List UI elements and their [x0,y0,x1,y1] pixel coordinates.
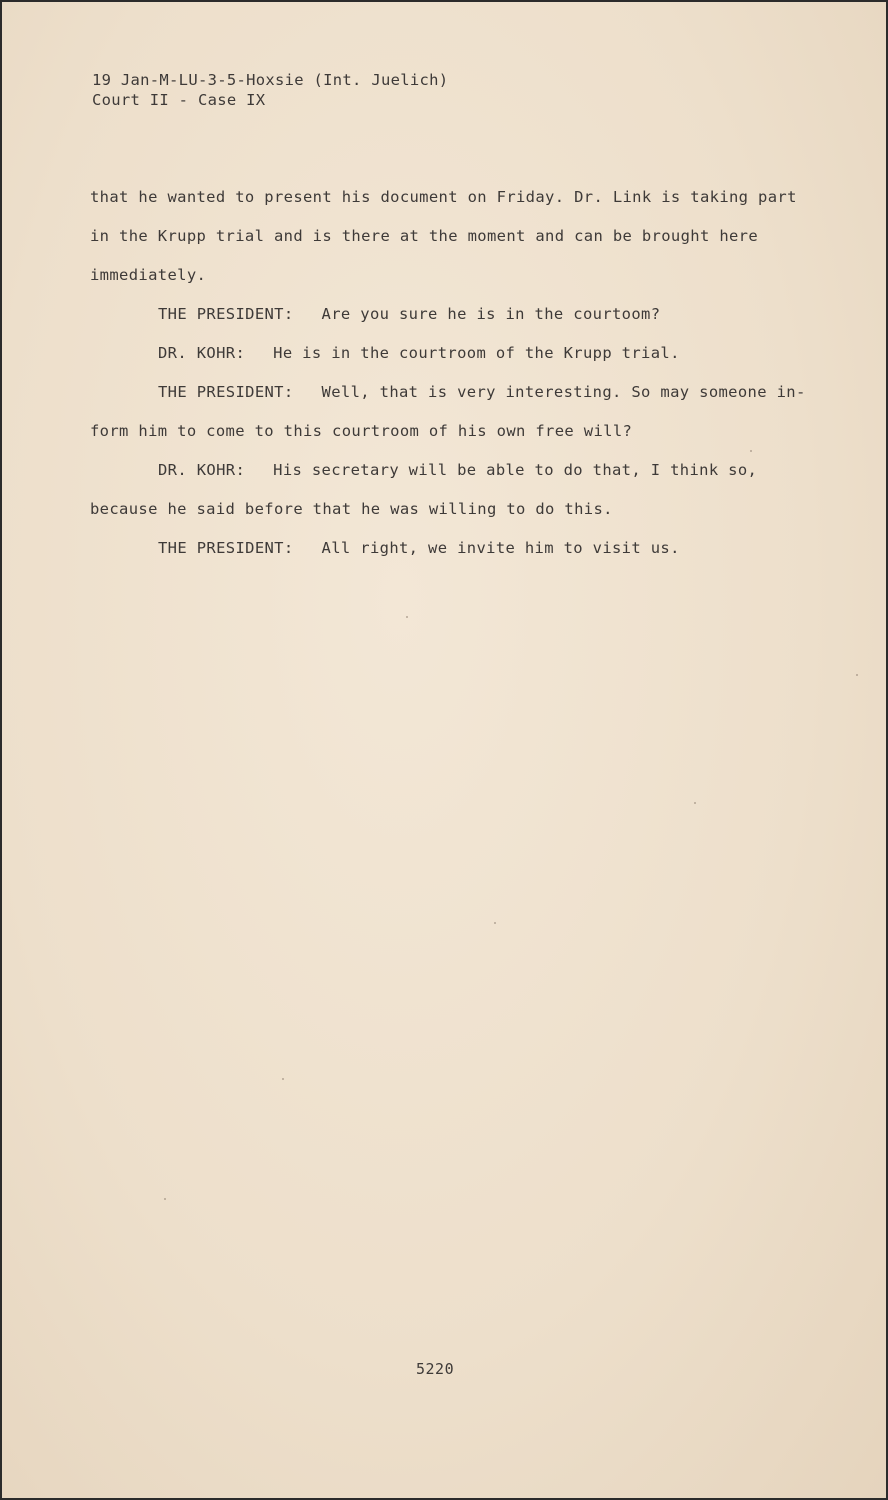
dialogue-line [158,539,680,557]
body-line: in the Krupp trial and is there at the moment and can be brought here [90,227,759,245]
speaker-label: DR. KOHR: [158,344,246,362]
speech-text: Are you sure he is in the courtoom? [321,305,661,323]
paper-speck [164,1198,166,1200]
speech-text: Well, that is very interesting. So may someone in- [321,383,806,401]
dialogue-line [158,344,680,362]
document-header [92,70,448,110]
speaker-label: THE PRESIDENT: [158,539,294,557]
dialogue-line [158,305,660,323]
speaker-label: THE PRESIDENT: [158,305,294,323]
dialogue-line [158,383,806,401]
speech-text: He is in the courtroom of the Krupp trial. [273,344,680,362]
body-line: that he wanted to present his document on Friday. Dr. Link is taking part [90,188,797,206]
paper-speck [494,922,496,924]
speech-text: All right, we invite him to visit us. [321,539,680,557]
body-line: because he said before that he was willing to do this. [90,500,613,518]
header-case-reference: 19 Jan-M-LU-3-5-Hoxsie (Int. Juelich) [92,71,449,89]
paper-speck [282,1078,284,1080]
body-line: form him to come to this courtroom of his own free will? [90,422,633,440]
speech-text: His secretary will be able to do that, I think so, [273,461,758,479]
dialogue-line [158,461,757,479]
body-line: immediately. [90,266,207,284]
paper-speck [406,616,408,618]
speaker-label: THE PRESIDENT: [158,383,294,401]
paper-speck [694,802,696,804]
speaker-label: DR. KOHR: [158,461,246,479]
paper-speck [750,450,752,452]
paper-speck [856,674,858,676]
page-number: 5220 [416,1360,455,1378]
header-court-case: Court II - Case IX [92,91,266,109]
